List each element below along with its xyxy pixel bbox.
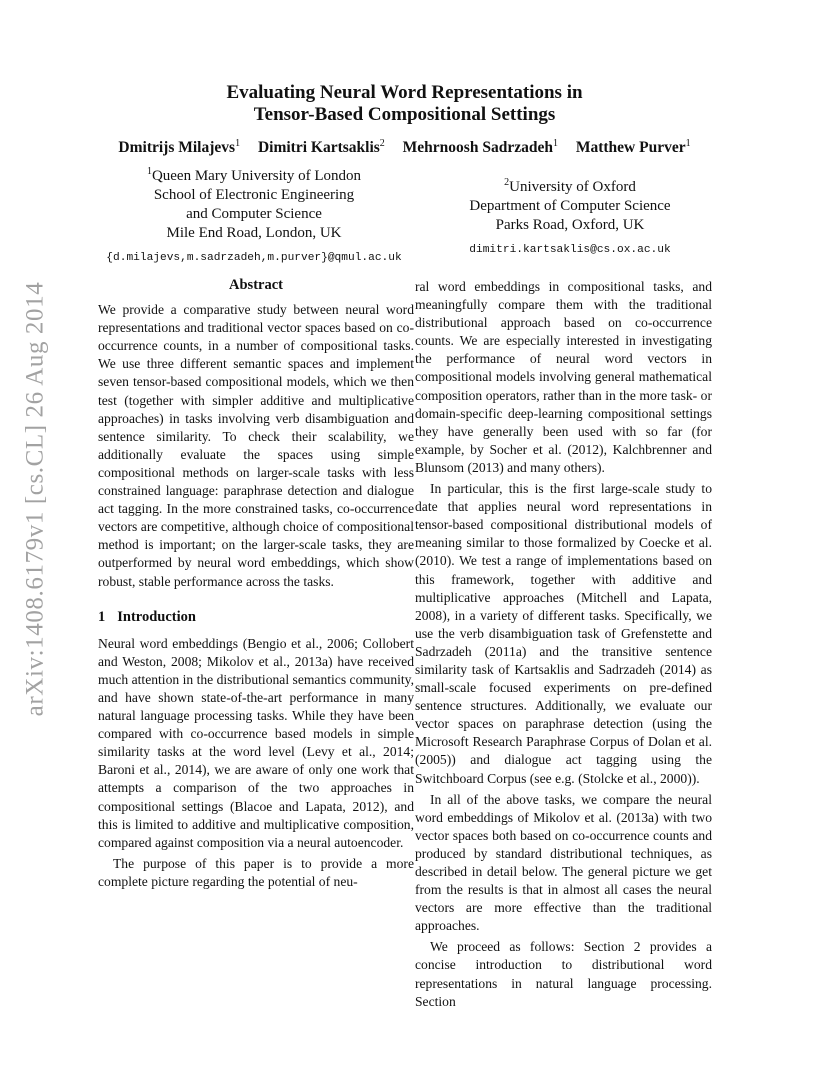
arxiv-stamp: [22, 262, 48, 736]
abstract-text: We provide a comparative study between neural word representations and traditional vector spaces based on co-occurrence counts, in a number of compositional tasks. We use three different semantic spaces and implement seven tensor-based compositional models, which we then test (together with simpler additive and multiplicative approaches) in tasks involving verb disambiguation and sentence similarity. To check their scalability, we additionally evaluate the spaces using simple compositional methods on larger-scale tasks with less constrained language: paraphrase detection and dialogue act tagging. In the more constrained tasks, co-occurrence vectors are competitive, although choice of compositional method is important; on the larger-scale tasks, they are outperformed by neural word embeddings, which show robust, stable performance across the tasks.: [98, 302, 414, 589]
affiliation-2: [420, 173, 720, 260]
affiliation-1-line4: Mile End Road, London, UK: [166, 225, 342, 241]
right-paragraph-2: In particular, this is the first large-scale study to date that applies neural word representations in tensor-based compositional distributional models of meaning similar to those formalized by Coecke et al. (2010). We test a range of implementations based on this framework, together with additive and multiplicative approaches (Mitchell and Lapata, 2008), in a variety of different tasks. Specifically, we use the verb disambiguation task of Grefenstette and Sadrzadeh (2011a) and the transitive sentence similarity task of Kartsaklis and Sadrzadeh (2014) as small-scale focused experiments on pre-defined sentence structures. Additionally, we evaluate our vector spaces on paraphrase detection (using the Microsoft Research Paraphrase Corpus of Dolan et al. (2005)) and dialogue act tagging using the Switchboard Corpus (see e.g. (Stolcke et al., 2000)).: [415, 481, 712, 786]
paper-title-line1: Evaluating Neural Word Representations in: [226, 82, 583, 103]
affiliation-1-email: {d.milajevs,m.sadrzadeh,m.purver}@qmul.ac.uk: [106, 252, 402, 264]
affiliation-1-line2: School of Electronic Engineering: [153, 187, 355, 203]
author-3-sup: 1: [552, 138, 558, 149]
affiliation-1-line3: and Computer Science: [186, 206, 322, 222]
affiliation-2-email: dimitri.kartsaklis@cs.ox.ac.uk: [469, 244, 671, 256]
paper-title-line2: Tensor-Based Compositional Settings: [253, 104, 556, 125]
author-2-name: Dimitri Kartsaklis: [257, 139, 380, 157]
intro-paragraph-2: The purpose of this paper is to provide a more complete picture regarding the potential of neu-: [98, 855, 414, 889]
right-paragraph-3: In all of the above tasks, we compare the neural word embeddings of Mikolov et al. (2013a) with two vector spaces both based on co-occurrence counts and produced by standard distributional techniques, as described in detail below. The general picture we get from the results is that in almost all cases the neural vectors are more effective than the traditional approaches.: [415, 791, 712, 934]
affiliation-1-line1: [96, 162, 412, 186]
affiliation-2-line2: Department of Computer Science: [469, 198, 671, 214]
right-paragraph-1: ral word embeddings in compositional tasks, and meaningfully compare them with the traditional distributional approach based on co-occurrence counts. We are especially interested in investigating the performance of neural word vectors in compositional models involving general mathematical composition operators, rather than in the more task- or domain-specific deep-learning compositional settings they have generally been used with so far (for example, by Socher et al. (2012), Kalchbrenner and Blunsom (2013) and many others).: [415, 279, 712, 475]
arxiv-stamp-text: arXiv:1408.6179v1 [cs.CL] 26 Aug 2014: [21, 281, 49, 717]
author-4-sup: 1: [685, 138, 691, 149]
affiliation-1: [96, 162, 412, 268]
affiliation-1-sup: 1: [146, 166, 152, 177]
affiliation-2-sup: 2: [504, 177, 510, 188]
section-title: Introduction: [117, 608, 196, 625]
author-4: [576, 139, 691, 156]
author-1-name: Dmitrijs Milajevs: [118, 139, 236, 157]
author-3-name: Mehrnoosh Sadrzadeh: [402, 139, 553, 157]
author-2-sup: 2: [379, 138, 385, 149]
author-3: [403, 139, 558, 156]
author-1: [118, 139, 240, 156]
author-1-sup: 1: [235, 138, 241, 149]
paper-title: [98, 82, 711, 126]
affiliation-2-line3: Parks Road, Oxford, UK: [495, 217, 645, 233]
abstract-heading: Abstract: [229, 277, 283, 293]
section-heading-introduction: [98, 608, 414, 626]
author-2: [258, 139, 385, 156]
section-number: 1: [98, 608, 106, 625]
right-paragraph-4: We proceed as follows: Section 2 provides a concise introduction to distributional word representations in natural language processing. Section: [415, 939, 712, 1009]
intro-paragraph-1: Neural word embeddings (Bengio et al., 2006; Collobert and Weston, 2008; Mikolov et al., 2013a) have received much attention in the distributional semantics community, and have shown state-of-the-art performance in many natural language processing tasks. While they have been compared with co-occurrence based models in simple similarity tasks at the word level (Levy et al., 2014; Baroni et al., 2014), we are aware of only one work that attempts a comparison of the two approaches in compositional settings (Blacoe and Lapata, 2012), and this is limited to additive and multiplicative composition, compared against composition via a neural autoencoder.: [98, 635, 414, 850]
affiliation-2-name: University of Oxford: [509, 179, 636, 195]
right-column: [415, 278, 712, 1011]
author-4-name: Matthew Purver: [575, 139, 686, 157]
left-column: [98, 276, 414, 891]
affiliation-2-line1: [420, 173, 720, 197]
author-list: [98, 134, 711, 158]
affiliation-1-name: Queen Mary University of London: [151, 168, 362, 184]
